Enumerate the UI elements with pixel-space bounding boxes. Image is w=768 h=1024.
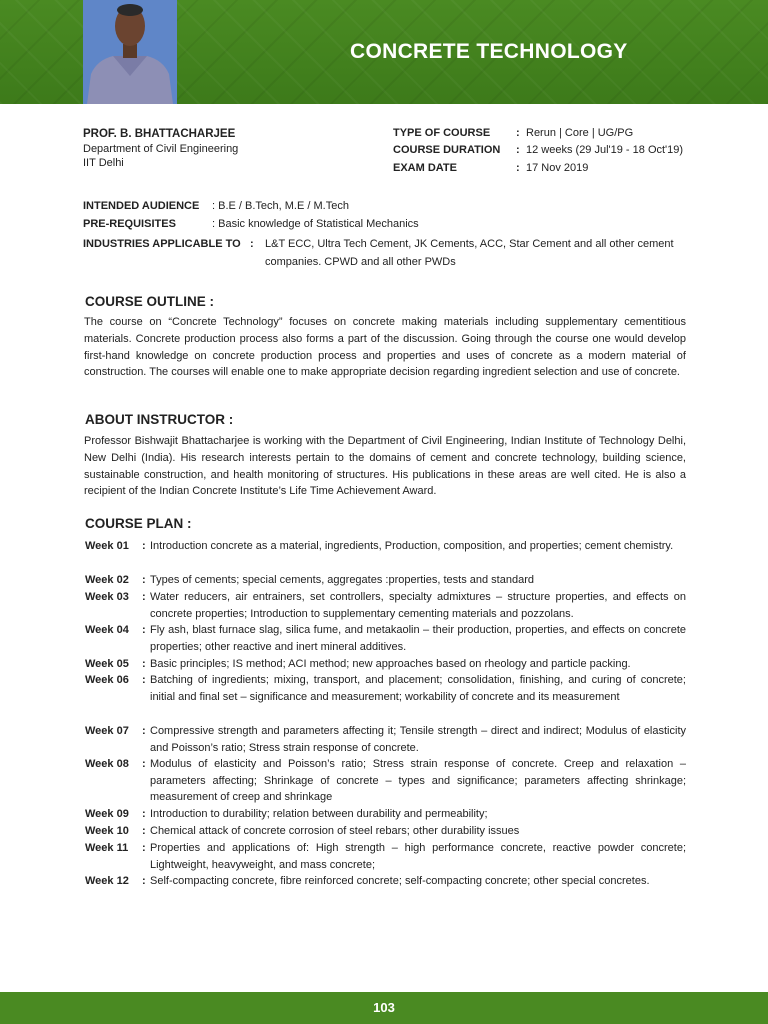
instructor-institute: IIT Delhi [83, 157, 124, 169]
week-row [85, 756, 690, 806]
week-colon: : [142, 842, 146, 854]
week-description: Introduction to durability; relation between durability and permeability; [150, 808, 488, 820]
instructor-portrait-image [83, 0, 177, 104]
type-of-course-colon: : [516, 127, 520, 139]
week-row [85, 823, 690, 840]
instructor-photo [83, 0, 177, 104]
week-description: Batching of ingredients; mixing, transport, and placement; consolidation, finishing, and curing of concrete; initial and final set – significance and measurement; workability of concrete and its measurement [150, 674, 686, 703]
week-colon: : [142, 875, 146, 887]
exam-date-colon: : [516, 162, 520, 174]
week-label: Week 11 [85, 842, 129, 854]
instructor-name: PROF. B. BHATTACHARJEE [83, 128, 236, 140]
course-duration-value: 12 weeks (29 Jul'19 - 18 Oct'19) [526, 144, 684, 156]
course-outline-text: The course on “Concrete Technology” focuses on concrete making materials including supplementary cementitious materials. Concrete production process also forms a part of the discussion. Going through the course one would develop first-hand knowledge on concrete production process and properties and uses of concrete as a modern material of construction. The courses will enable one to make appropriate decision regarding ingredient selection and use of concrete. [84, 316, 686, 379]
industries-colon: : [250, 238, 254, 250]
week-row [85, 622, 690, 655]
about-instructor-text: Professor Bishwajit Bhattacharjee is working with the Department of Civil Engineering, Indian Institute of Technology Delhi, New Delhi (India). His research interests pertain to the domains of cement and concrete technology, building science, sustainable construction, and health monitoring of structures. His publications in these areas are well cited. He is also a recipient of the Indian Concrete Institute’s Life Time Achievement Award. [84, 435, 686, 498]
week-label: Week 04 [85, 624, 129, 636]
week-description: Modulus of elasticity and Poisson’s ratio; Stress strain response of concrete. Creep and relaxation – parameters affecting; Shrinkage of concrete – types and significance; parameters affecting shrinkage; measurement of creep and shrinkage [150, 758, 686, 804]
instructor-department: Department of Civil Engineering [83, 143, 239, 155]
week-label: Week 02 [85, 574, 129, 586]
course-duration-label: COURSE DURATION [393, 144, 501, 156]
audience-label: INTENDED AUDIENCE [83, 200, 200, 212]
week-colon: : [142, 825, 146, 837]
industries-value-line2: companies. CPWD and all other PWDs [265, 256, 456, 268]
header-banner [0, 0, 768, 104]
week-description: Basic principles; IS method; ACI method; new approaches based on rheology and particle packing. [150, 658, 631, 670]
prerequisites-value: : Basic knowledge of Statistical Mechanics [212, 218, 419, 230]
week-colon: : [142, 725, 146, 737]
week-description: Properties and applications of: High strength – high performance concrete, reactive powder concrete; Lightweight, heavyweight, and mass concrete; [150, 842, 686, 871]
week-row [85, 589, 690, 622]
industries-label: INDUSTRIES APPLICABLE TO [83, 238, 241, 250]
week-row [85, 806, 690, 823]
course-duration-colon: : [516, 144, 520, 156]
course-outline-heading: COURSE OUTLINE : [85, 294, 215, 309]
week-row [85, 572, 690, 589]
week-colon: : [142, 808, 146, 820]
week-description: Compressive strength and parameters affecting it; Tensile strength – direct and indirect; Modulus of elasticity and Poisson’s ratio; Stress strain response of concrete. [150, 725, 686, 754]
audience-value: : B.E / B.Tech, M.E / M.Tech [212, 200, 349, 212]
week-label: Week 05 [85, 658, 129, 670]
week-colon: : [142, 574, 146, 586]
week-colon: : [142, 674, 146, 686]
footer-bar [0, 992, 768, 1024]
week-row [85, 840, 690, 873]
type-of-course-value: Rerun | Core | UG/PG [526, 127, 634, 139]
industries-value-line1: L&T ECC, Ultra Tech Cement, JK Cements, ACC, Star Cement and all other cement [265, 238, 674, 250]
week-label: Week 09 [85, 808, 129, 820]
week-label: Week 10 [85, 825, 129, 837]
week-description: Water reducers, air entrainers, set controllers, specialty admixtures – structure properties, and effects on concrete properties; Introduction to supplementary cementing materials and pozzolans. [150, 591, 686, 620]
type-of-course-label: TYPE OF COURSE [393, 127, 491, 139]
week-description: Fly ash, blast furnace slag, silica fume, and metakaolin – their production, properties, and effects on concrete properties; other reactive and inert mineral additives. [150, 624, 686, 653]
week-row [85, 873, 690, 890]
week-row [85, 723, 690, 756]
exam-date-value: 17 Nov 2019 [526, 162, 589, 174]
page-number: 103 [373, 1000, 395, 1015]
exam-date-label: EXAM DATE [393, 162, 457, 174]
week-description: Introduction concrete as a material, ingredients, Production, composition, and properties; cement chemistry. [150, 540, 674, 552]
week-row [85, 656, 690, 673]
week-colon: : [142, 591, 146, 603]
about-instructor-heading: ABOUT INSTRUCTOR : [85, 412, 234, 427]
week-label: Week 12 [85, 875, 129, 887]
week-colon: : [142, 758, 146, 770]
week-colon: : [142, 540, 146, 552]
week-label: Week 01 [85, 540, 129, 552]
course-plan-heading: COURSE PLAN : [85, 516, 192, 531]
week-label: Week 08 [85, 758, 129, 770]
week-label: Week 06 [85, 674, 129, 686]
week-description: Chemical attack of concrete corrosion of steel rebars; other durability issues [150, 825, 520, 837]
week-label: Week 03 [85, 591, 129, 603]
week-description: Self-compacting concrete, fibre reinforced concrete; self-compacting concrete; other special concretes. [150, 875, 650, 887]
week-colon: : [142, 658, 146, 670]
week-description: Types of cements; special cements, aggregates :properties, tests and standard [150, 574, 534, 586]
course-title: CONCRETE TECHNOLOGY [350, 40, 628, 63]
week-row [85, 538, 690, 555]
week-label: Week 07 [85, 725, 129, 737]
prerequisites-label: PRE-REQUISITES [83, 218, 176, 230]
week-row [85, 672, 690, 705]
week-colon: : [142, 624, 146, 636]
